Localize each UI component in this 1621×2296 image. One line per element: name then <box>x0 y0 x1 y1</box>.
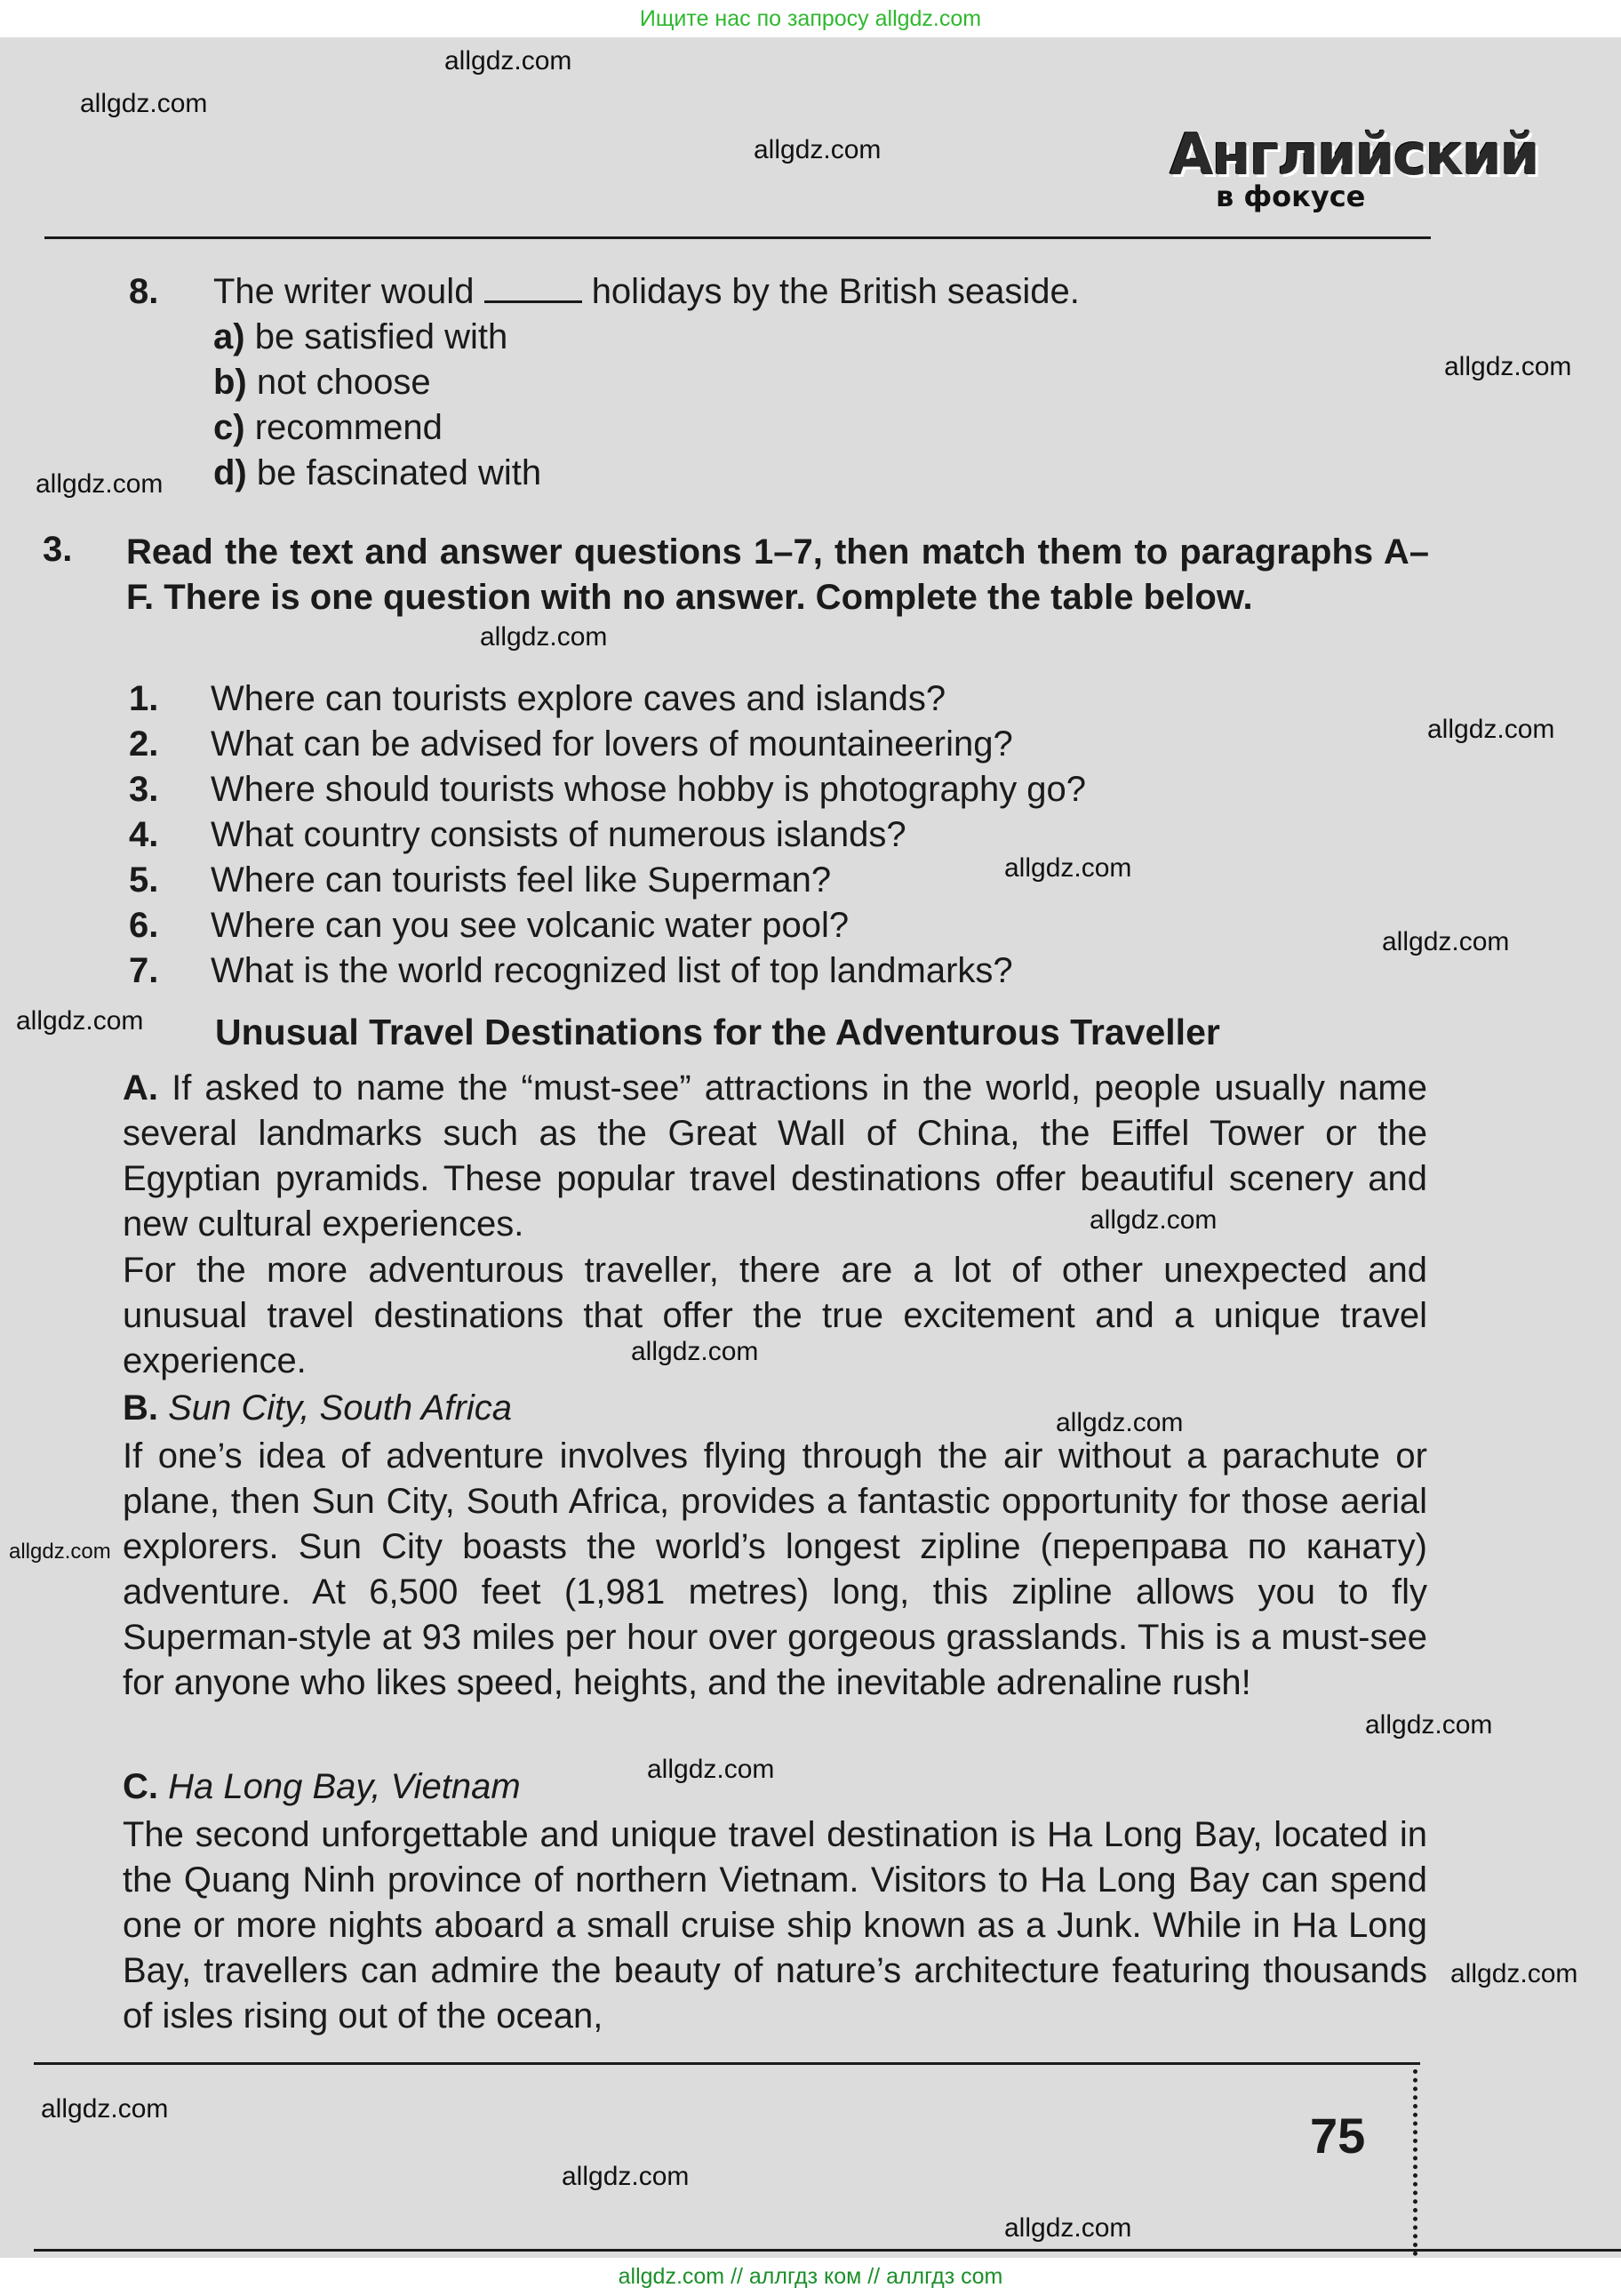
watermark: allgdz.com <box>444 46 572 76</box>
question-item: 2. What can be advised for lovers of mountaineering? <box>129 724 1013 764</box>
article-title: Unusual Travel Destinations for the Adventurous Traveller <box>215 1012 1220 1052</box>
watermark: allgdz.com <box>1090 1205 1218 1235</box>
watermark: allgdz.com <box>36 469 164 499</box>
watermark: allgdz.com <box>631 1337 759 1366</box>
watermark: allgdz.com <box>80 89 208 118</box>
publisher-logo <box>1170 123 1538 220</box>
question-item: 4. What country consists of numerous islands? <box>129 815 906 854</box>
exercise-number: 3. <box>43 530 73 569</box>
section-heading-c: C. Ha Long Bay, Vietnam <box>123 1767 521 1806</box>
dotted-margin <box>1413 2069 1417 2256</box>
option: d) be fascinated with <box>213 453 542 492</box>
watermark: allgdz.com <box>480 622 608 652</box>
logo-title: Английский <box>1170 123 1538 188</box>
question-number: 8. <box>129 272 159 311</box>
option: a) be satisfied with <box>213 317 508 356</box>
logo-subtitle: в фокусе <box>1216 180 1366 213</box>
page-bottom-rule <box>34 2249 1621 2252</box>
watermark: allgdz.com <box>1004 2213 1132 2243</box>
question-item: 5. Where can tourists feel like Superman? <box>129 860 832 900</box>
watermark: allgdz.com <box>1365 1710 1493 1740</box>
watermark: allgdz.com <box>647 1755 775 1784</box>
paragraph-text: The second unforgettable and unique travel destination is Ha Long Bay, located in the Quang Ninh province of northern Vietnam. Visitors to Ha Long Bay can spend one or more nights aboard a small cruise ship known as a Junk. While in Ha Long Bay, travellers can admire the beauty of nature’s architecture featuring thousands of isles rising out of the ocean, <box>123 1815 1427 2036</box>
watermark: allgdz.com <box>1427 715 1555 744</box>
exercise-instruction: Read the text and answer questions 1–7, then match them to paragraphs A–F. There is one question with no answer. Complete the table below. <box>126 532 1429 617</box>
option: b) not choose <box>213 363 431 402</box>
watermark: allgdz.com <box>9 1540 111 1564</box>
question-item: 3. Where should tourists whose hobby is photography go? <box>129 770 1087 809</box>
header-rule <box>44 236 1431 239</box>
page-number: 75 <box>1310 2108 1366 2164</box>
question-item: 6. Where can you see volcanic water pool? <box>129 906 850 945</box>
paragraph-text: If one’s idea of adventure involves flying through the air without a parachute or plane, then Sun City, South Africa, provides a fantastic opportunity for those aerial explorers. Sun City boasts the world’s longest zipline (переправа по канату) adventure. At 6,500 feet (1,981 metres) long, this zipline allows you to fly Superman-style at 93 miles per hour over gorgeous grasslands. This is a must-see for anyone who likes speed, heights, and the inevitable adrenaline rush! <box>123 1436 1427 1702</box>
paragraph-c <box>123 1812 1427 2039</box>
answer-blank <box>484 274 582 303</box>
paragraph-text: For the more adventurous traveller, there are a lot of other unexpected and unusual travel destinations that offer the true excitement and a unique travel experience. <box>123 1251 1427 1380</box>
paragraph-a <box>123 1066 1427 1247</box>
paragraph-a-continued <box>123 1248 1427 1384</box>
question-stem <box>213 272 1080 312</box>
watermark: allgdz.com <box>1056 1408 1184 1437</box>
watermark: allgdz.com <box>1382 927 1510 956</box>
question-item: 7. What is the world recognized list of top landmarks? <box>129 951 1013 990</box>
stem-after: holidays by the British seaside. <box>591 272 1080 311</box>
stem-before: The writer would <box>213 272 475 311</box>
watermark: allgdz.com <box>754 135 882 164</box>
section-heading-b: B. Sun City, South Africa <box>123 1388 512 1428</box>
watermark: allgdz.com <box>562 2162 690 2191</box>
bottom-banner[interactable]: allgdz.com // аллгдз ком // аллгдз com <box>618 2264 1003 2289</box>
paragraph-text: If asked to name the “must-see” attractions in the world, people usually name several landmarks such as the Great Wall of China, the Eiffel Tower or the Egyptian pyramids. These popular travel destinations offer beautiful scenery and new cultural experiences. <box>123 1068 1427 1244</box>
paragraph-label: A. <box>123 1068 158 1108</box>
paragraph-b <box>123 1434 1427 1706</box>
watermark: allgdz.com <box>1444 352 1572 381</box>
footer-rule <box>34 2062 1420 2065</box>
question-item: 1. Where can tourists explore caves and islands? <box>129 679 946 718</box>
watermark: allgdz.com <box>1450 1959 1578 1988</box>
watermark: allgdz.com <box>41 2094 169 2124</box>
option: c) recommend <box>213 408 443 447</box>
watermark: allgdz.com <box>1004 853 1132 883</box>
top-banner[interactable]: Ищите нас по запросу allgdz.com <box>639 6 982 31</box>
watermark: allgdz.com <box>16 1006 144 1036</box>
